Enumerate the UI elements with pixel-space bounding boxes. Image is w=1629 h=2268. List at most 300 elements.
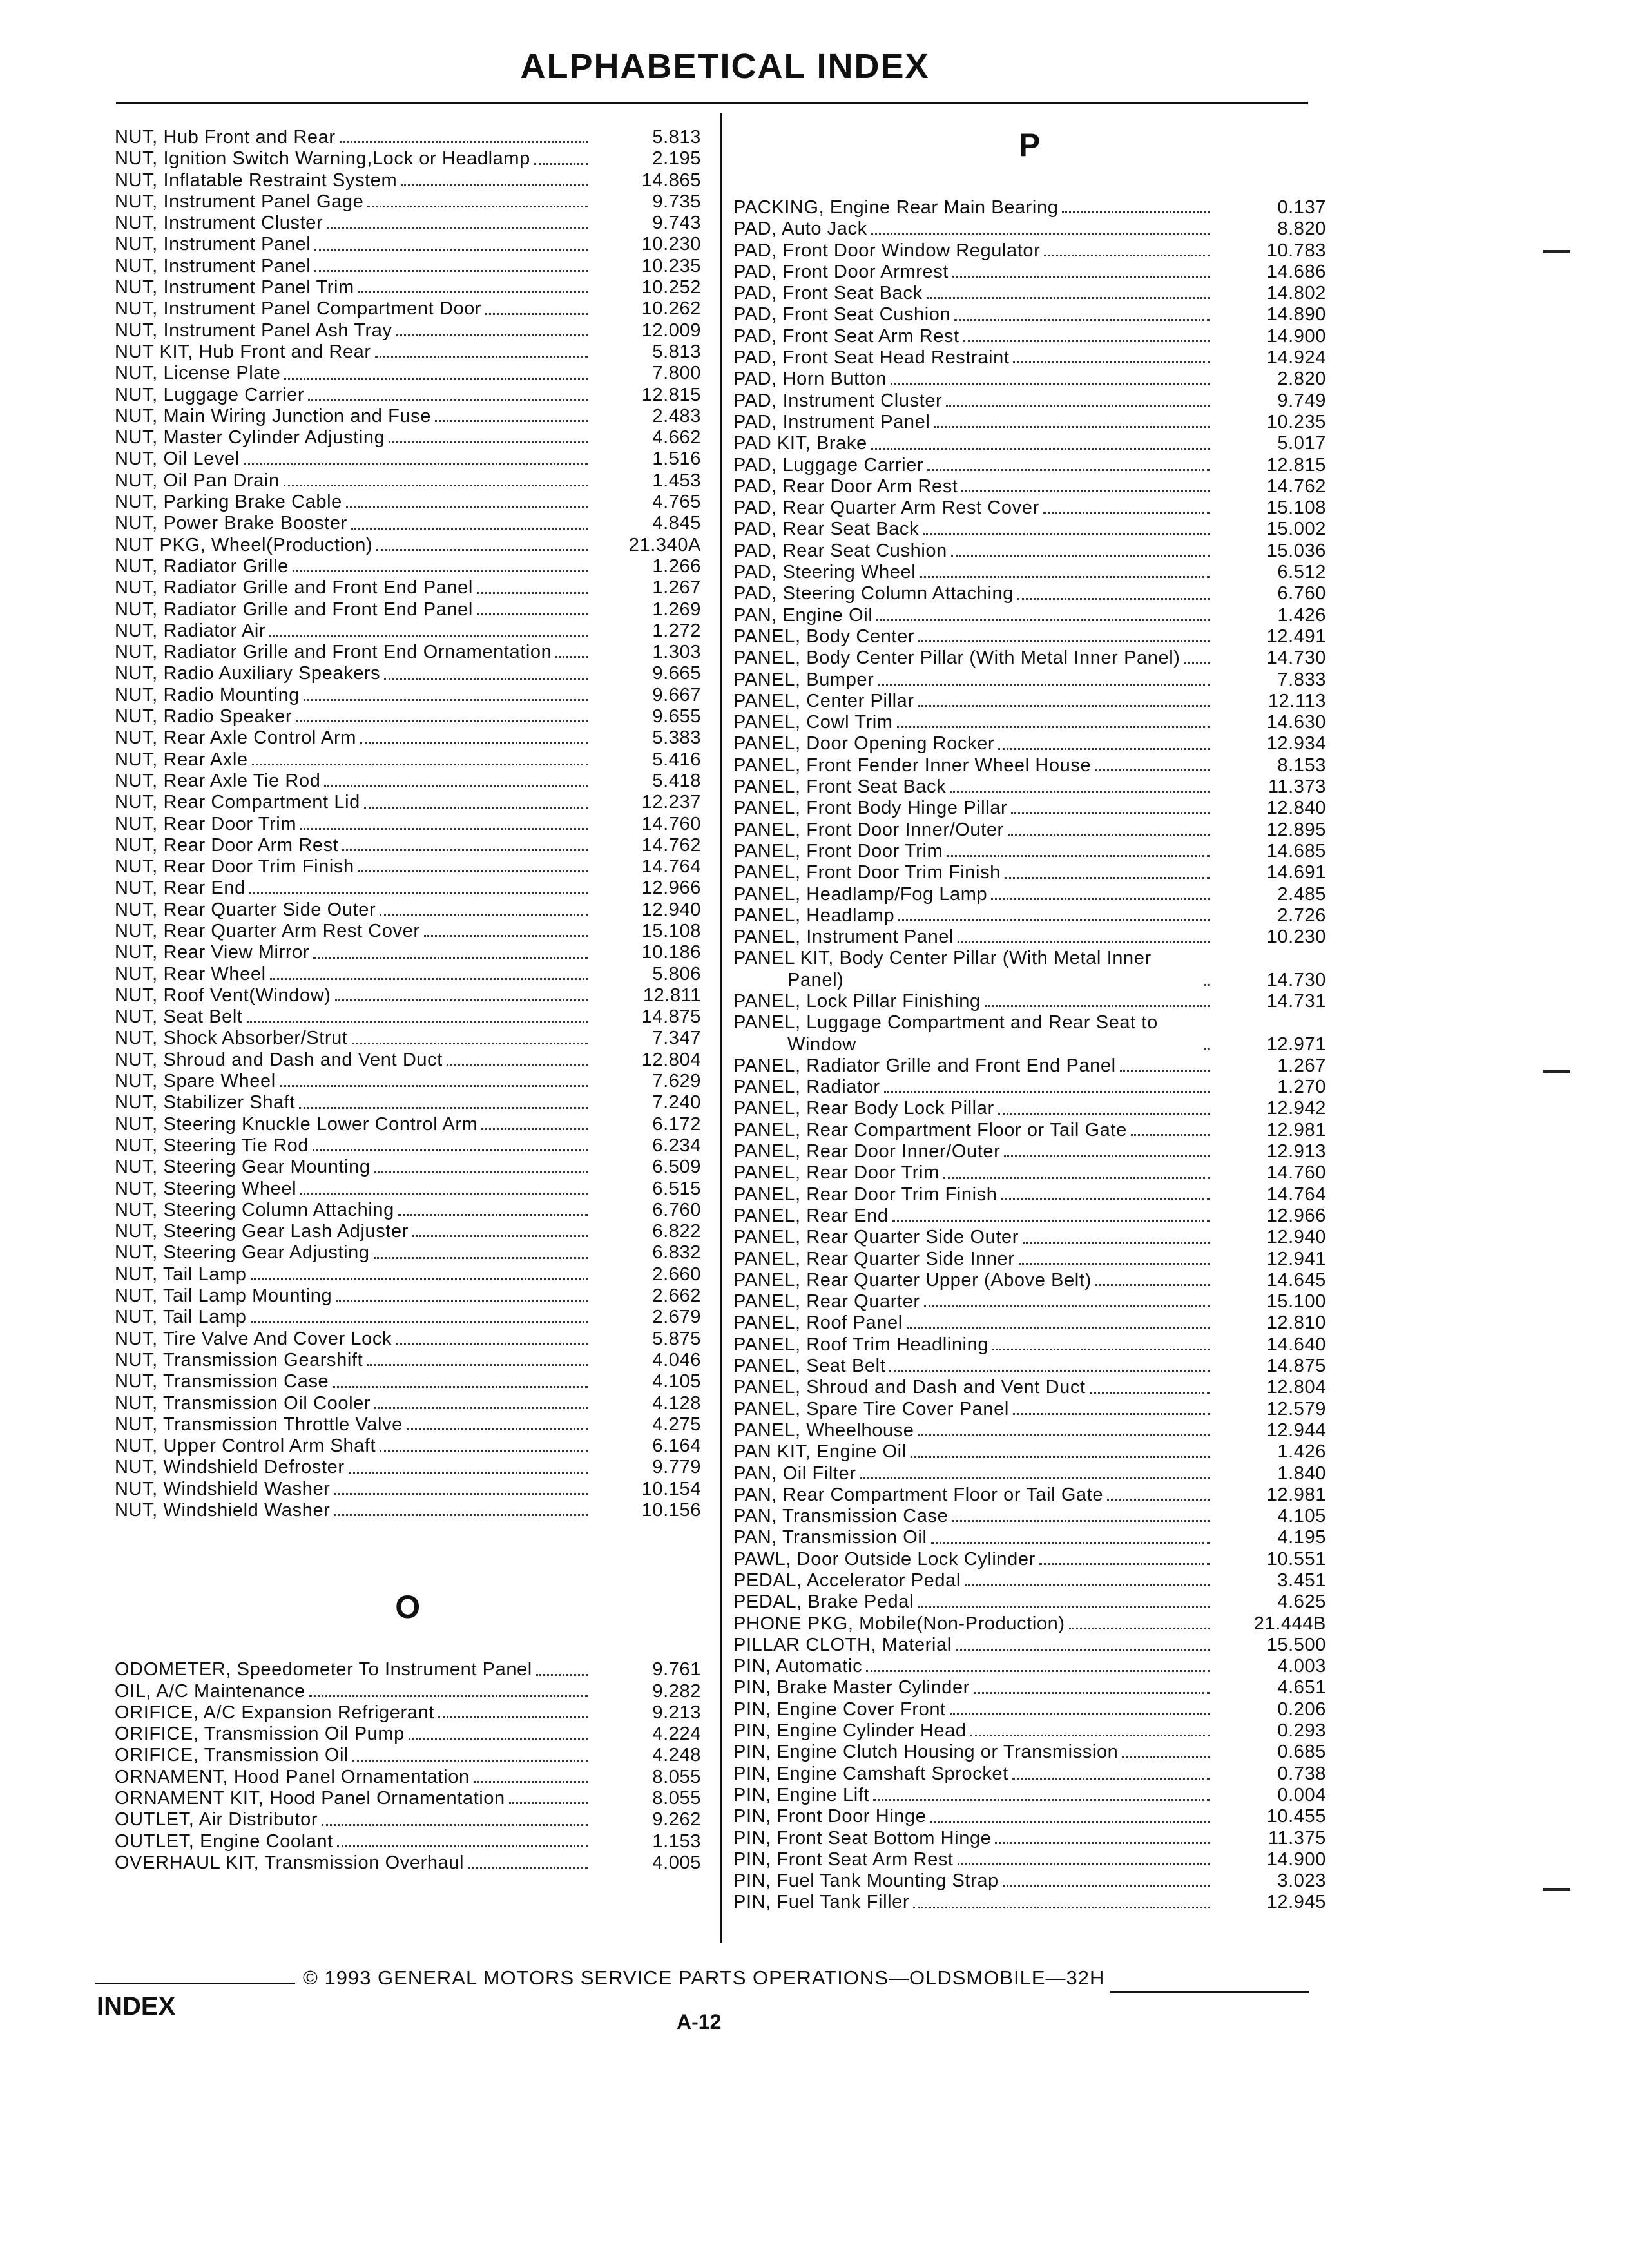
entry-page-ref: 5.017 bbox=[1277, 433, 1326, 454]
entry-page-ref: 21.340A bbox=[628, 534, 701, 555]
dot-leader bbox=[985, 1005, 1210, 1007]
dot-leader bbox=[891, 383, 1210, 385]
entry-name: PANEL, Rear Quarter Side Inner bbox=[733, 1248, 1015, 1269]
dot-leader bbox=[314, 270, 588, 272]
entry-page-ref: 6.515 bbox=[652, 1178, 701, 1199]
entry-name: PIN, Engine Clutch Housing or Transmission bbox=[733, 1742, 1119, 1763]
dot-leader bbox=[930, 1821, 1210, 1823]
index-entry bbox=[733, 1334, 1326, 1356]
entry-name: NUT, Luggage Carrier bbox=[115, 384, 305, 405]
entry-page-ref: 4.005 bbox=[652, 1852, 701, 1873]
entry-name: PANEL, Headlamp bbox=[733, 905, 895, 926]
index-entry bbox=[733, 1463, 1326, 1485]
index-entry bbox=[733, 583, 1326, 604]
entry-name: NUT, Transmission Case bbox=[115, 1371, 329, 1392]
index-entry bbox=[115, 1006, 701, 1028]
entry-name: PIN, Fuel Tank Mounting Strap bbox=[733, 1870, 999, 1892]
dot-leader bbox=[1204, 984, 1210, 986]
entry-page-ref: 12.237 bbox=[641, 792, 701, 813]
dot-leader bbox=[346, 506, 588, 508]
dot-leader bbox=[918, 705, 1210, 707]
entry-page-ref: 8.055 bbox=[652, 1766, 701, 1787]
dot-leader bbox=[884, 1091, 1210, 1093]
index-entry bbox=[115, 1809, 701, 1831]
entry-name: NUT, Roof Vent(Window) bbox=[115, 985, 331, 1006]
entry-page-ref: 14.764 bbox=[641, 856, 701, 878]
entry-name: PIN, Front Seat Arm Rest bbox=[733, 1849, 954, 1870]
entry-name: NUT, Stabilizer Shaft bbox=[115, 1092, 296, 1113]
dot-leader bbox=[943, 1177, 1210, 1179]
entry-name: NUT, Rear Wheel bbox=[115, 963, 266, 985]
dot-leader bbox=[931, 1542, 1210, 1544]
entry-page-ref: 11.373 bbox=[1268, 776, 1326, 798]
page-number: A-12 bbox=[677, 2010, 722, 2033]
entry-page-ref: 12.009 bbox=[641, 320, 701, 341]
index-entry bbox=[733, 1613, 1326, 1635]
entry-page-ref: 9.262 bbox=[652, 1809, 701, 1831]
entry-name: PAN, Oil Filter bbox=[733, 1463, 856, 1484]
entry-name: PANEL, Door Opening Rocker bbox=[733, 733, 995, 754]
dot-leader bbox=[1039, 1563, 1210, 1565]
dot-leader bbox=[995, 1842, 1210, 1844]
entry-name: PAN, Engine Oil bbox=[733, 604, 873, 626]
entry-name: PANEL, Front Seat Back bbox=[733, 776, 947, 798]
p-entries-list bbox=[733, 197, 1326, 1914]
entry-page-ref: 4.105 bbox=[1277, 1506, 1326, 1527]
entry-page-ref: 1.270 bbox=[1277, 1077, 1326, 1098]
index-entry bbox=[733, 798, 1326, 819]
entry-name: NUT, Parking Brake Cable bbox=[115, 492, 342, 513]
section-letter-o: O bbox=[395, 1589, 421, 1626]
dot-leader bbox=[407, 1428, 588, 1430]
dot-leader bbox=[380, 1450, 588, 1452]
index-entry bbox=[115, 127, 701, 148]
entry-page-ref: 12.940 bbox=[1266, 1227, 1326, 1248]
index-entry bbox=[733, 1098, 1326, 1119]
index-entry bbox=[115, 385, 701, 406]
entry-page-ref: 10.230 bbox=[1266, 927, 1326, 948]
entry-name: NUT KIT, Hub Front and Rear bbox=[115, 341, 371, 362]
index-entry bbox=[115, 620, 701, 642]
entry-name: NUT, Instrument Panel Trim bbox=[115, 277, 354, 298]
entry-page-ref: 9.735 bbox=[652, 191, 701, 212]
index-entry bbox=[115, 856, 701, 878]
dot-leader bbox=[918, 1434, 1210, 1436]
index-entry bbox=[733, 283, 1326, 304]
entry-page-ref: 5.383 bbox=[652, 727, 701, 749]
dot-leader bbox=[334, 1493, 588, 1495]
entry-name: NUT, Rear Axle bbox=[115, 749, 248, 770]
index-entry bbox=[115, 749, 701, 771]
entry-name: PEDAL, Brake Pedal bbox=[733, 1591, 914, 1613]
entry-page-ref: 10.551 bbox=[1266, 1548, 1326, 1570]
entry-page-ref: 9.761 bbox=[652, 1659, 701, 1680]
entry-page-ref: 14.875 bbox=[1266, 1356, 1326, 1377]
dot-leader bbox=[335, 999, 588, 1001]
dot-leader bbox=[398, 1214, 588, 1216]
entry-name: PHONE PKG, Mobile(Non-Production) bbox=[733, 1613, 1065, 1634]
entry-page-ref: 5.813 bbox=[652, 341, 701, 362]
index-entry bbox=[115, 470, 701, 492]
index-entry bbox=[115, 771, 701, 792]
right-column bbox=[733, 116, 1326, 1914]
dot-leader bbox=[961, 490, 1210, 492]
entry-name: NUT, Seat Belt bbox=[115, 1006, 243, 1028]
dot-leader bbox=[251, 1278, 588, 1280]
index-entry bbox=[733, 905, 1326, 927]
index-entry bbox=[115, 835, 701, 856]
dot-leader bbox=[1023, 1242, 1210, 1244]
entry-page-ref: 4.765 bbox=[652, 492, 701, 513]
scan-edge-mark bbox=[1543, 1070, 1570, 1073]
entry-page-ref: 12.804 bbox=[641, 1049, 701, 1070]
entry-name: NUT, License Plate bbox=[115, 363, 281, 384]
index-entry bbox=[733, 862, 1326, 883]
entry-page-ref: 14.762 bbox=[1266, 476, 1326, 497]
entry-name: NUT, Steering Wheel bbox=[115, 1178, 297, 1199]
dot-leader bbox=[280, 1085, 588, 1087]
dot-leader bbox=[284, 485, 588, 486]
dot-leader bbox=[340, 141, 588, 143]
entry-name: NUT, Upper Control Arm Shaft bbox=[115, 1436, 376, 1457]
dot-leader bbox=[1004, 1155, 1210, 1157]
entry-page-ref: 14.900 bbox=[1266, 1849, 1326, 1870]
entry-name: PAN, Transmission Case bbox=[733, 1506, 949, 1527]
dot-leader bbox=[300, 828, 588, 830]
index-entry bbox=[733, 948, 1326, 991]
entry-name: NUT, Tail Lamp bbox=[115, 1307, 247, 1328]
index-entry bbox=[733, 1591, 1326, 1613]
dot-leader bbox=[946, 405, 1210, 407]
dot-leader bbox=[952, 1520, 1210, 1522]
dot-leader bbox=[965, 1584, 1210, 1586]
dot-leader bbox=[1017, 598, 1210, 600]
footer-rule-left bbox=[95, 1983, 295, 1984]
dot-leader bbox=[380, 914, 588, 916]
entry-page-ref: 1.453 bbox=[652, 470, 701, 491]
dot-leader bbox=[866, 1670, 1210, 1672]
index-entry bbox=[115, 1329, 701, 1350]
entry-page-ref: 12.491 bbox=[1266, 626, 1326, 647]
index-entry bbox=[733, 1077, 1326, 1098]
entry-page-ref: 14.685 bbox=[1266, 840, 1326, 861]
index-entry bbox=[733, 1141, 1326, 1162]
entry-page-ref: 14.731 bbox=[1266, 990, 1326, 1012]
index-entry bbox=[733, 1120, 1326, 1141]
index-entry bbox=[115, 1307, 701, 1328]
entry-name: NUT, Rear View Mirror bbox=[115, 942, 310, 963]
entry-name: PANEL, Roof Panel bbox=[733, 1312, 903, 1334]
entry-page-ref: 6.760 bbox=[652, 1199, 701, 1220]
dot-leader bbox=[389, 441, 588, 443]
dot-leader bbox=[952, 276, 1210, 278]
entry-name: NUT, Steering Knuckle Lower Control Arm bbox=[115, 1113, 478, 1135]
index-entry bbox=[115, 1242, 701, 1264]
index-entry bbox=[115, 363, 701, 384]
entry-name: PANEL, Luggage Compartment and Rear Seat to Window bbox=[733, 1012, 1158, 1055]
index-entry bbox=[733, 1656, 1326, 1677]
entry-name: PEDAL, Accelerator Pedal bbox=[733, 1570, 961, 1591]
entry-page-ref: 12.810 bbox=[1266, 1312, 1326, 1334]
entry-name: PAD, Instrument Cluster bbox=[733, 390, 943, 411]
index-entry bbox=[733, 1012, 1326, 1055]
index-entry bbox=[115, 1788, 701, 1809]
entry-page-ref: 12.966 bbox=[1266, 1205, 1326, 1226]
entry-page-ref: 15.002 bbox=[1266, 519, 1326, 540]
entry-name: NUT, Rear Quarter Arm Rest Cover bbox=[115, 920, 420, 941]
entry-name: NUT, Ignition Switch Warning,Lock or Headlamp bbox=[115, 148, 530, 169]
entry-name: PANEL, Cowl Trim bbox=[733, 712, 893, 733]
index-entry bbox=[733, 1184, 1326, 1206]
index-entry bbox=[733, 1677, 1326, 1698]
entry-name: PAD KIT, Brake bbox=[733, 433, 867, 454]
entry-page-ref: 4.046 bbox=[652, 1349, 701, 1370]
index-entry bbox=[733, 197, 1326, 218]
dot-leader bbox=[284, 378, 588, 380]
index-entry bbox=[733, 755, 1326, 776]
entry-name: OVERHAUL KIT, Transmission Overhaul bbox=[115, 1852, 465, 1873]
entry-name: NUT, Windshield Washer bbox=[115, 1478, 331, 1499]
index-entry bbox=[733, 1527, 1326, 1548]
entry-page-ref: 12.940 bbox=[641, 899, 701, 920]
index-entry bbox=[733, 991, 1326, 1012]
entry-page-ref: 10.230 bbox=[641, 234, 701, 255]
dot-leader bbox=[270, 978, 588, 980]
dot-leader bbox=[911, 1456, 1210, 1458]
entry-page-ref: 0.685 bbox=[1277, 1742, 1326, 1763]
dot-leader bbox=[396, 334, 588, 336]
entry-name: PIN, Brake Master Cylinder bbox=[733, 1677, 970, 1698]
index-entry bbox=[733, 1249, 1326, 1270]
dot-leader bbox=[1095, 769, 1210, 771]
scan-edge-mark bbox=[1543, 1888, 1570, 1891]
dot-leader bbox=[401, 184, 588, 186]
entry-name: NUT, Instrument Cluster bbox=[115, 213, 323, 234]
entry-name: PAD, Horn Button bbox=[733, 369, 887, 390]
entry-page-ref: 1.272 bbox=[652, 620, 701, 641]
entry-page-ref: 6.164 bbox=[652, 1436, 701, 1457]
dot-leader bbox=[907, 1327, 1210, 1329]
dot-leader bbox=[424, 935, 588, 937]
entry-name: PIN, Engine Camshaft Sprocket bbox=[733, 1763, 1008, 1784]
index-entry bbox=[115, 1200, 701, 1221]
index-entry bbox=[115, 1724, 701, 1745]
index-entry bbox=[733, 820, 1326, 841]
entry-name: PANEL, Bumper bbox=[733, 669, 874, 690]
entry-name: PANEL, Radiator Grille and Front End Panel bbox=[733, 1055, 1116, 1076]
entry-name: NUT, Tail Lamp bbox=[115, 1264, 247, 1285]
index-entry bbox=[115, 878, 701, 899]
entry-name: PIN, Engine Lift bbox=[733, 1784, 870, 1805]
dot-leader bbox=[375, 356, 588, 358]
dot-leader bbox=[1005, 877, 1210, 879]
dot-leader bbox=[313, 1149, 588, 1151]
dot-leader bbox=[367, 1364, 588, 1366]
entry-page-ref: 4.003 bbox=[1277, 1656, 1326, 1677]
entry-name: PIN, Front Door Hinge bbox=[733, 1806, 927, 1827]
index-entry bbox=[733, 691, 1326, 712]
entry-name: ORNAMENT KIT, Hood Panel Ornamentation bbox=[115, 1788, 505, 1809]
index-entry bbox=[115, 985, 701, 1006]
index-entry bbox=[115, 921, 701, 942]
entry-page-ref: 14.762 bbox=[641, 834, 701, 856]
entry-name: NUT, Instrument Panel Gage bbox=[115, 191, 364, 212]
dot-leader bbox=[913, 1907, 1210, 1908]
entry-page-ref: 9.665 bbox=[652, 663, 701, 684]
entry-name: PAD, Rear Quarter Arm Rest Cover bbox=[733, 497, 1039, 519]
entry-page-ref: 9.282 bbox=[652, 1680, 701, 1702]
entry-name: PANEL, Front Door Trim Finish bbox=[733, 862, 1001, 883]
entry-name: PANEL, Roof Trim Headlining bbox=[733, 1334, 989, 1355]
dot-leader bbox=[374, 1257, 588, 1259]
dot-leader bbox=[374, 1171, 588, 1173]
dot-leader bbox=[322, 1824, 588, 1826]
entry-name: PAN, Rear Compartment Floor or Tail Gate bbox=[733, 1484, 1104, 1505]
entry-page-ref: 12.944 bbox=[1266, 1419, 1326, 1441]
entry-name: PAD, Front Seat Head Restraint bbox=[733, 347, 1010, 369]
dot-leader bbox=[1019, 1263, 1210, 1265]
entry-name: PANEL, Front Door Trim bbox=[733, 840, 943, 861]
dot-leader bbox=[920, 576, 1210, 578]
dot-leader bbox=[349, 1472, 588, 1474]
entry-page-ref: 5.416 bbox=[652, 749, 701, 770]
dot-leader bbox=[534, 163, 588, 165]
dot-leader bbox=[871, 233, 1210, 235]
index-entry bbox=[733, 1312, 1326, 1334]
entry-page-ref: 2.726 bbox=[1277, 905, 1326, 926]
entry-page-ref: 12.913 bbox=[1266, 1141, 1326, 1162]
index-entry bbox=[733, 412, 1326, 433]
entry-page-ref: 10.783 bbox=[1266, 240, 1326, 261]
index-entry bbox=[733, 1270, 1326, 1291]
dot-leader bbox=[1012, 1778, 1210, 1780]
entry-page-ref: 14.890 bbox=[1266, 304, 1326, 325]
index-entry bbox=[115, 1264, 701, 1285]
entry-page-ref: 5.875 bbox=[652, 1328, 701, 1349]
entry-page-ref: 11.375 bbox=[1268, 1827, 1326, 1849]
dot-leader bbox=[333, 1386, 588, 1388]
dot-leader bbox=[878, 684, 1210, 686]
entry-name: NUT, Rear Quarter Side Outer bbox=[115, 899, 376, 920]
entry-page-ref: 10.186 bbox=[641, 942, 701, 963]
entry-page-ref: 15.108 bbox=[1266, 497, 1326, 519]
dot-leader bbox=[334, 1514, 588, 1516]
index-entry bbox=[115, 170, 701, 191]
dot-leader bbox=[269, 635, 588, 637]
dot-leader bbox=[1122, 1756, 1210, 1758]
index-entry bbox=[115, 706, 701, 727]
dot-leader bbox=[313, 957, 588, 959]
entry-name: PANEL, Shroud and Dash and Vent Duct bbox=[733, 1377, 1086, 1398]
entry-name: NUT, Rear Compartment Lid bbox=[115, 792, 360, 813]
index-entry bbox=[733, 519, 1326, 540]
entry-name: NUT, Instrument Panel Compartment Door bbox=[115, 298, 482, 320]
dot-leader bbox=[1184, 662, 1210, 664]
entry-page-ref: 12.815 bbox=[641, 384, 701, 405]
index-entry bbox=[733, 1549, 1326, 1570]
dot-leader bbox=[860, 1477, 1210, 1479]
index-entry bbox=[115, 1071, 701, 1092]
index-entry bbox=[733, 1763, 1326, 1785]
entry-page-ref: 12.941 bbox=[1266, 1248, 1326, 1269]
entry-name: PANEL, Rear Quarter bbox=[733, 1291, 920, 1312]
dot-leader bbox=[251, 1321, 588, 1323]
entry-page-ref: 12.113 bbox=[1268, 690, 1326, 711]
entry-name: PAD, Auto Jack bbox=[733, 218, 867, 240]
entry-name: PIN, Engine Cover Front bbox=[733, 1698, 946, 1720]
entry-page-ref: 7.629 bbox=[652, 1071, 701, 1092]
dot-leader bbox=[1003, 1885, 1210, 1887]
index-entry bbox=[115, 1681, 701, 1702]
index-entry bbox=[115, 1767, 701, 1788]
entry-name: PANEL, Headlamp/Fog Lamp bbox=[733, 883, 988, 905]
index-entry bbox=[115, 792, 701, 813]
entry-page-ref: 5.806 bbox=[652, 963, 701, 985]
entry-name: NUT, Steering Gear Mounting bbox=[115, 1157, 371, 1178]
index-entry bbox=[733, 240, 1326, 262]
entry-name: PANEL, Rear Compartment Floor or Tail Gate bbox=[733, 1119, 1127, 1140]
index-entry bbox=[115, 448, 701, 470]
index-entry bbox=[115, 727, 701, 749]
index-entry bbox=[733, 776, 1326, 798]
entry-page-ref: 5.418 bbox=[652, 770, 701, 791]
index-entry bbox=[733, 369, 1326, 390]
entry-page-ref: 7.800 bbox=[652, 363, 701, 384]
dot-leader bbox=[376, 549, 588, 551]
entry-page-ref: 4.651 bbox=[1277, 1677, 1326, 1698]
index-entry bbox=[115, 1285, 701, 1307]
entry-name: NUT, Instrument Panel bbox=[115, 234, 311, 255]
entry-page-ref: 12.804 bbox=[1266, 1377, 1326, 1398]
entry-page-ref: 4.224 bbox=[652, 1724, 701, 1745]
entry-name: PILLAR CLOTH, Material bbox=[733, 1634, 952, 1655]
entry-name: NUT, Windshield Defroster bbox=[115, 1457, 345, 1478]
entry-name: PANEL KIT, Body Center Pillar (With Metal Inner Panel) bbox=[733, 948, 1152, 990]
entry-page-ref: 6.512 bbox=[1277, 562, 1326, 583]
dot-leader bbox=[351, 528, 588, 530]
entry-page-ref: 4.625 bbox=[1277, 1591, 1326, 1613]
dot-leader bbox=[477, 592, 588, 594]
index-entry bbox=[733, 1806, 1326, 1827]
entry-page-ref: 15.108 bbox=[641, 920, 701, 941]
entry-page-ref: 2.483 bbox=[652, 405, 701, 427]
dot-leader bbox=[947, 855, 1210, 857]
entry-page-ref: 2.662 bbox=[652, 1285, 701, 1307]
entry-name: NUT, Spare Wheel bbox=[115, 1071, 276, 1092]
column-divider bbox=[720, 113, 722, 1943]
left-column bbox=[115, 127, 701, 1874]
entry-name: NUT, Radio Mounting bbox=[115, 684, 300, 706]
entry-name: NUT, Steering Column Attaching bbox=[115, 1199, 394, 1220]
index-entry bbox=[115, 1479, 701, 1500]
dot-leader bbox=[468, 1867, 588, 1869]
entry-page-ref: 6.760 bbox=[1277, 583, 1326, 604]
entry-page-ref: 1.267 bbox=[652, 577, 701, 599]
dot-leader bbox=[409, 1738, 588, 1740]
index-entry bbox=[733, 218, 1326, 240]
entry-name: PANEL, Body Center bbox=[733, 626, 915, 647]
entry-page-ref: 1.266 bbox=[652, 555, 701, 577]
entry-page-ref: 10.154 bbox=[641, 1478, 701, 1499]
entry-name: PACKING, Engine Rear Main Bearing bbox=[733, 197, 1059, 218]
entry-page-ref: 9.667 bbox=[652, 684, 701, 706]
entry-page-ref: 10.156 bbox=[641, 1500, 701, 1521]
entry-page-ref: 12.966 bbox=[641, 878, 701, 899]
index-entry bbox=[733, 1420, 1326, 1441]
entry-name: NUT, Radiator Grille bbox=[115, 555, 289, 577]
entry-name: PIN, Fuel Tank Filler bbox=[733, 1892, 910, 1913]
entry-page-ref: 14.686 bbox=[1266, 261, 1326, 282]
